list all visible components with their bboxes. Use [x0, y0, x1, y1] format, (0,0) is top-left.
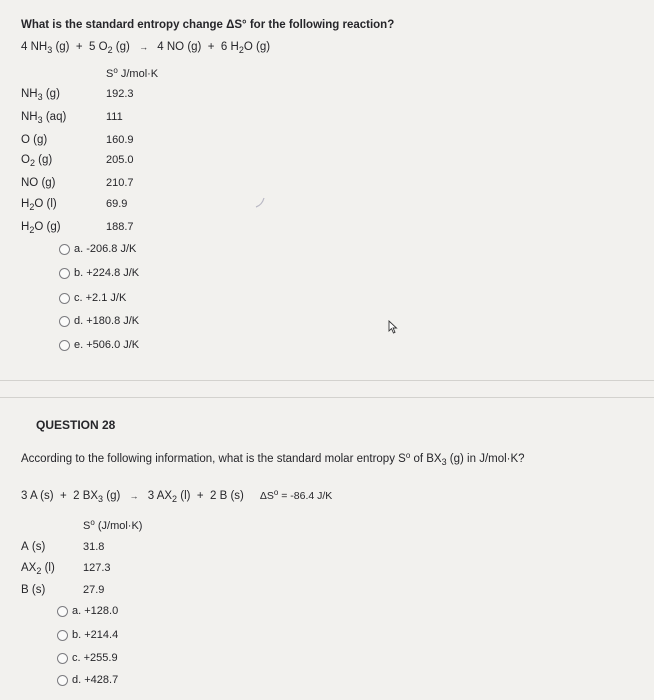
q28-option-c[interactable]: c. +255.9	[57, 652, 118, 664]
q27-equation: 4 $NH_3$ (g) + 5 $O_2$ (g) → 4 NO (g) + 6 $H_2O$ (g)	[21, 41, 271, 55]
q27-row-name: O (g)	[21, 134, 48, 146]
q27-option-e[interactable]: e. +506.0 J/K	[59, 339, 139, 351]
q27-row-name: $NH_3$ (g)	[21, 88, 60, 102]
reaction-arrow-icon: →	[139, 42, 149, 52]
radio-button[interactable]	[57, 653, 68, 664]
q27-option-d[interactable]: d. +180.8 J/K	[59, 315, 139, 327]
q27-row-name: $H_2O$ (l)	[21, 198, 57, 212]
q27-row-name: $O_2$ (g)	[21, 154, 53, 168]
q27-option-c[interactable]: c. +2.1 J/K	[59, 292, 126, 304]
radio-button[interactable]	[59, 293, 70, 304]
q27-option-b[interactable]: b. +224.8 J/K	[59, 267, 139, 279]
q27-row-value: 205.0	[106, 154, 134, 166]
q27-row-value: 111	[106, 111, 123, 123]
q28-table-header: $S^o$ (J/mol·K)	[83, 518, 143, 532]
q28-option-d[interactable]: d. +428.7	[57, 674, 118, 686]
q28-question: According to the following information, what is the standard molar entropy $S^o$ of $BX_3$ (g) in J/mol·K?	[21, 451, 525, 467]
q28-row-value: 27.9	[83, 584, 105, 596]
q28-title: QUESTION 28	[36, 418, 116, 432]
radio-button[interactable]	[59, 268, 70, 279]
q28-row-name: B (s)	[21, 584, 46, 596]
q27-option-a[interactable]: a. -206.8 J/K	[59, 243, 136, 255]
q28-option-b[interactable]: b. +214.4	[57, 629, 118, 641]
q27-row-value: 160.9	[106, 134, 134, 146]
radio-button[interactable]	[57, 606, 68, 617]
q28-row-value: 31.8	[83, 541, 105, 553]
q27-row-name: $NH_3$ (aq)	[21, 111, 67, 125]
q28-equation: 3 A (s) + 2 $BX_3$ (g) → 3 $AX_2$ (l) + 2 B (s) $\Delta S^o = -86.4$ J/K	[21, 488, 333, 504]
q27-row-value: 210.7	[106, 177, 134, 189]
q27-row-name: $H_2O$ (g)	[21, 221, 61, 235]
q28-row-name: $AX_2$ (l)	[21, 562, 55, 576]
section-divider	[0, 380, 654, 381]
q27-row-value: 188.7	[106, 221, 134, 233]
radio-button[interactable]	[57, 675, 68, 686]
section-divider	[0, 397, 654, 398]
pen-mark-icon	[253, 195, 267, 209]
q27-row-name: NO (g)	[21, 177, 56, 189]
q28-option-a[interactable]: a. +128.0	[57, 605, 118, 617]
q28-row-value: 127.3	[83, 562, 111, 574]
radio-button[interactable]	[59, 340, 70, 351]
q27-row-value: 69.9	[106, 198, 128, 210]
radio-button[interactable]	[59, 316, 70, 327]
radio-button[interactable]	[59, 244, 70, 255]
radio-button[interactable]	[57, 630, 68, 641]
q27-question: What is the standard entropy change ΔS° for the following reaction?	[21, 19, 395, 31]
q27-row-value: 192.3	[106, 88, 134, 100]
reaction-arrow-icon: →	[129, 491, 139, 501]
mouse-cursor-icon	[387, 320, 399, 334]
q27-table-header: $S^o$ J/mol·K	[106, 66, 159, 80]
q28-row-name: A (s)	[21, 541, 46, 553]
